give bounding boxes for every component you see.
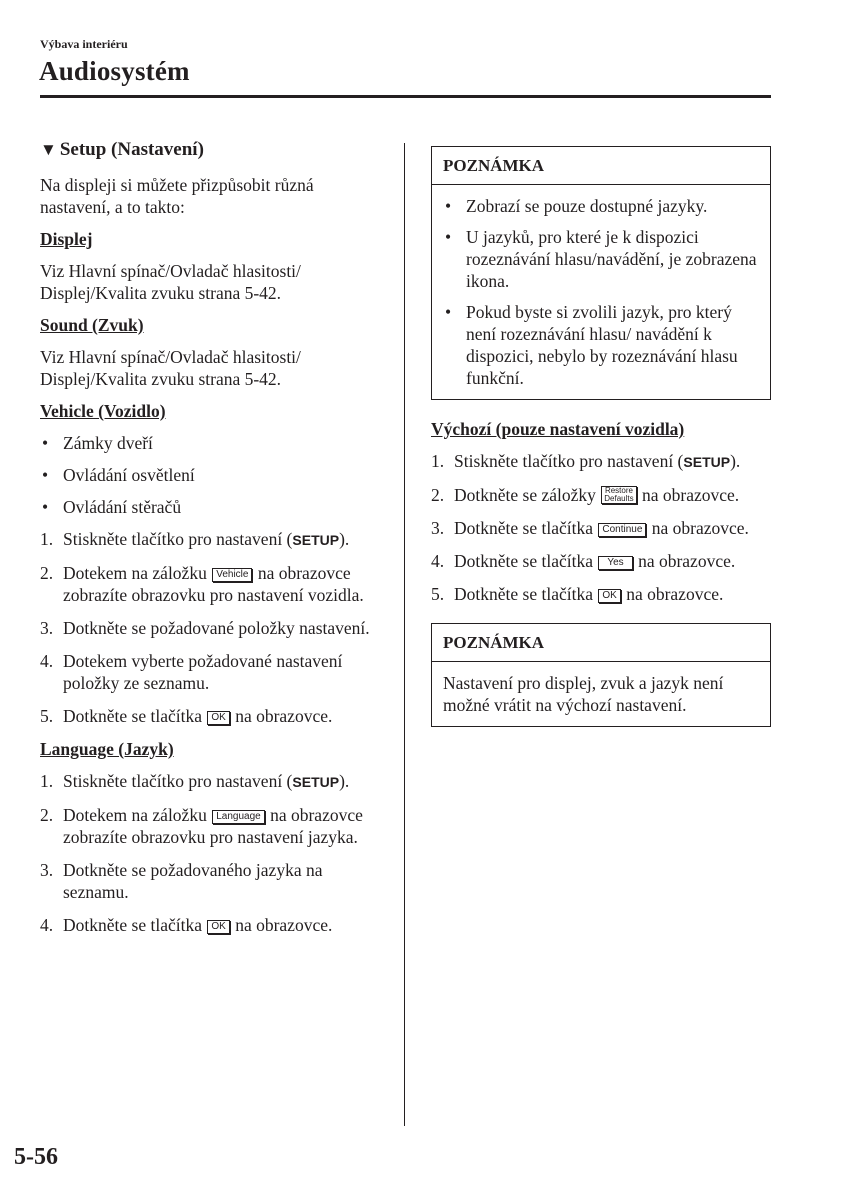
step-item: 5. Dotkněte se tlačítka OK na obrazovce. [40,706,333,726]
step-item: 1. Stiskněte tlačítko pro nastavení (SETUP). [40,771,350,791]
list-item: • Ovládání stěračů [42,497,182,517]
note-title: POZNÁMKA [432,147,770,185]
step-item: 4. Dotekem vyberte požadované nastavení položky ze seznamu. [40,651,343,693]
restore-defaults-tab-button: Restore Defaults [601,486,636,504]
sound-subheading: Sound (Zvuk) [40,315,144,335]
vehicle-tab-button: Vehicle [212,568,252,582]
step-item: 2. Dotkněte se záložky Restore Defaults na obrazovce. [431,485,740,505]
defaults-steps [431,450,771,605]
bullet-icon: • [42,465,49,485]
step-item: 3. Dotkněte se tlačítka Continue na obrazovce. [431,518,749,538]
bullet-icon: • [445,196,452,216]
bullet-icon: • [42,433,49,453]
vehicle-bullet-list [40,432,388,518]
page-title: Audiosystém [39,56,190,86]
ok-button: OK [598,589,620,603]
setup-key-label: SETUP [292,774,340,790]
vehicle-steps [40,528,388,727]
ok-button: OK [207,711,229,725]
sound-text: Viz Hlavní spínač/Ovladač hlasitosti/ Displej/Kvalita zvuku strana 5-42. [40,347,301,389]
vehicle-subheading: Vehicle (Vozidlo) [40,401,166,421]
bullet-icon: • [445,227,452,247]
list-item: • Ovládání osvětlení [42,465,195,485]
right-column [431,146,771,745]
page-number: 5-56 [14,1144,58,1170]
step-item: 3. Dotkněte se požadované položky nastavení. [40,618,370,638]
step-item: 4. Dotkněte se tlačítka OK na obrazovce. [40,915,333,935]
setup-heading [40,138,388,162]
step-item: 2. Dotekem na záložku Vehicle na obrazovce zobrazíte obrazovku pro nastavení vozidla. [40,563,364,605]
displej-subheading: Displej [40,229,93,249]
step-item: 5. Dotkněte se tlačítka OK na obrazovce. [431,584,724,604]
language-steps [40,770,388,936]
language-subheading: Language (Jazyk) [40,739,174,759]
setup-key-label: SETUP [292,532,340,548]
column-divider [404,143,405,1126]
section-kicker: Výbava interiéru [40,37,128,51]
step-item: 1. Stiskněte tlačítko pro nastavení (SETUP). [40,529,350,549]
note-box-reset [431,623,771,727]
step-item: 1. Stiskněte tlačítko pro nastavení (SETUP). [431,451,741,471]
bullet-icon: • [445,302,452,322]
note-bullet-list [443,195,759,389]
language-tab-button: Language [212,810,265,824]
note-box-languages [431,146,771,400]
displej-text: Viz Hlavní spínač/Ovladač hlasitosti/ Displej/Kvalita zvuku strana 5-42. [40,261,301,303]
setup-heading-text: Setup (Nastavení) [59,139,204,160]
list-item: • U jazyků, pro které je k dispozici rozeznávání hlasu/navádění, je zobrazena ikona. [445,227,757,291]
yes-button: Yes [598,556,632,570]
triangle-down-icon: ▼ [40,140,57,159]
step-item: 2. Dotekem na záložku Language na obrazovce zobrazíte obrazovku pro nastavení jazyka. [40,805,363,847]
ok-button: OK [207,920,229,934]
bullet-icon: • [42,497,49,517]
continue-button: Continue [598,523,646,537]
setup-key-label: SETUP [683,454,731,470]
list-item: • Zobrazí se pouze dostupné jazyky. [445,196,708,216]
left-column [40,138,388,947]
step-item: 4. Dotkněte se tlačítka Yes na obrazovce. [431,551,736,571]
title-rule [40,95,771,98]
note-title: POZNÁMKA [432,624,770,662]
note-text: Nastavení pro displej, zvuk a jazyk není možné vrátit na výchozí nastavení. [443,673,724,715]
step-item: 3. Dotkněte se požadovaného jazyka na seznamu. [40,860,323,902]
list-item: • Zámky dveří [42,433,153,453]
defaults-subheading: Výchozí (pouze nastavení vozidla) [431,419,685,439]
list-item: • Pokud byste si zvolili jazyk, pro který není rozeznávání hlasu/ navádění k dispozici, nebylo by rozeznávání hlasu funkční. [445,302,738,388]
intro-text: Na displeji si můžete přizpůsobit různá nastavení, a to takto: [40,175,314,217]
